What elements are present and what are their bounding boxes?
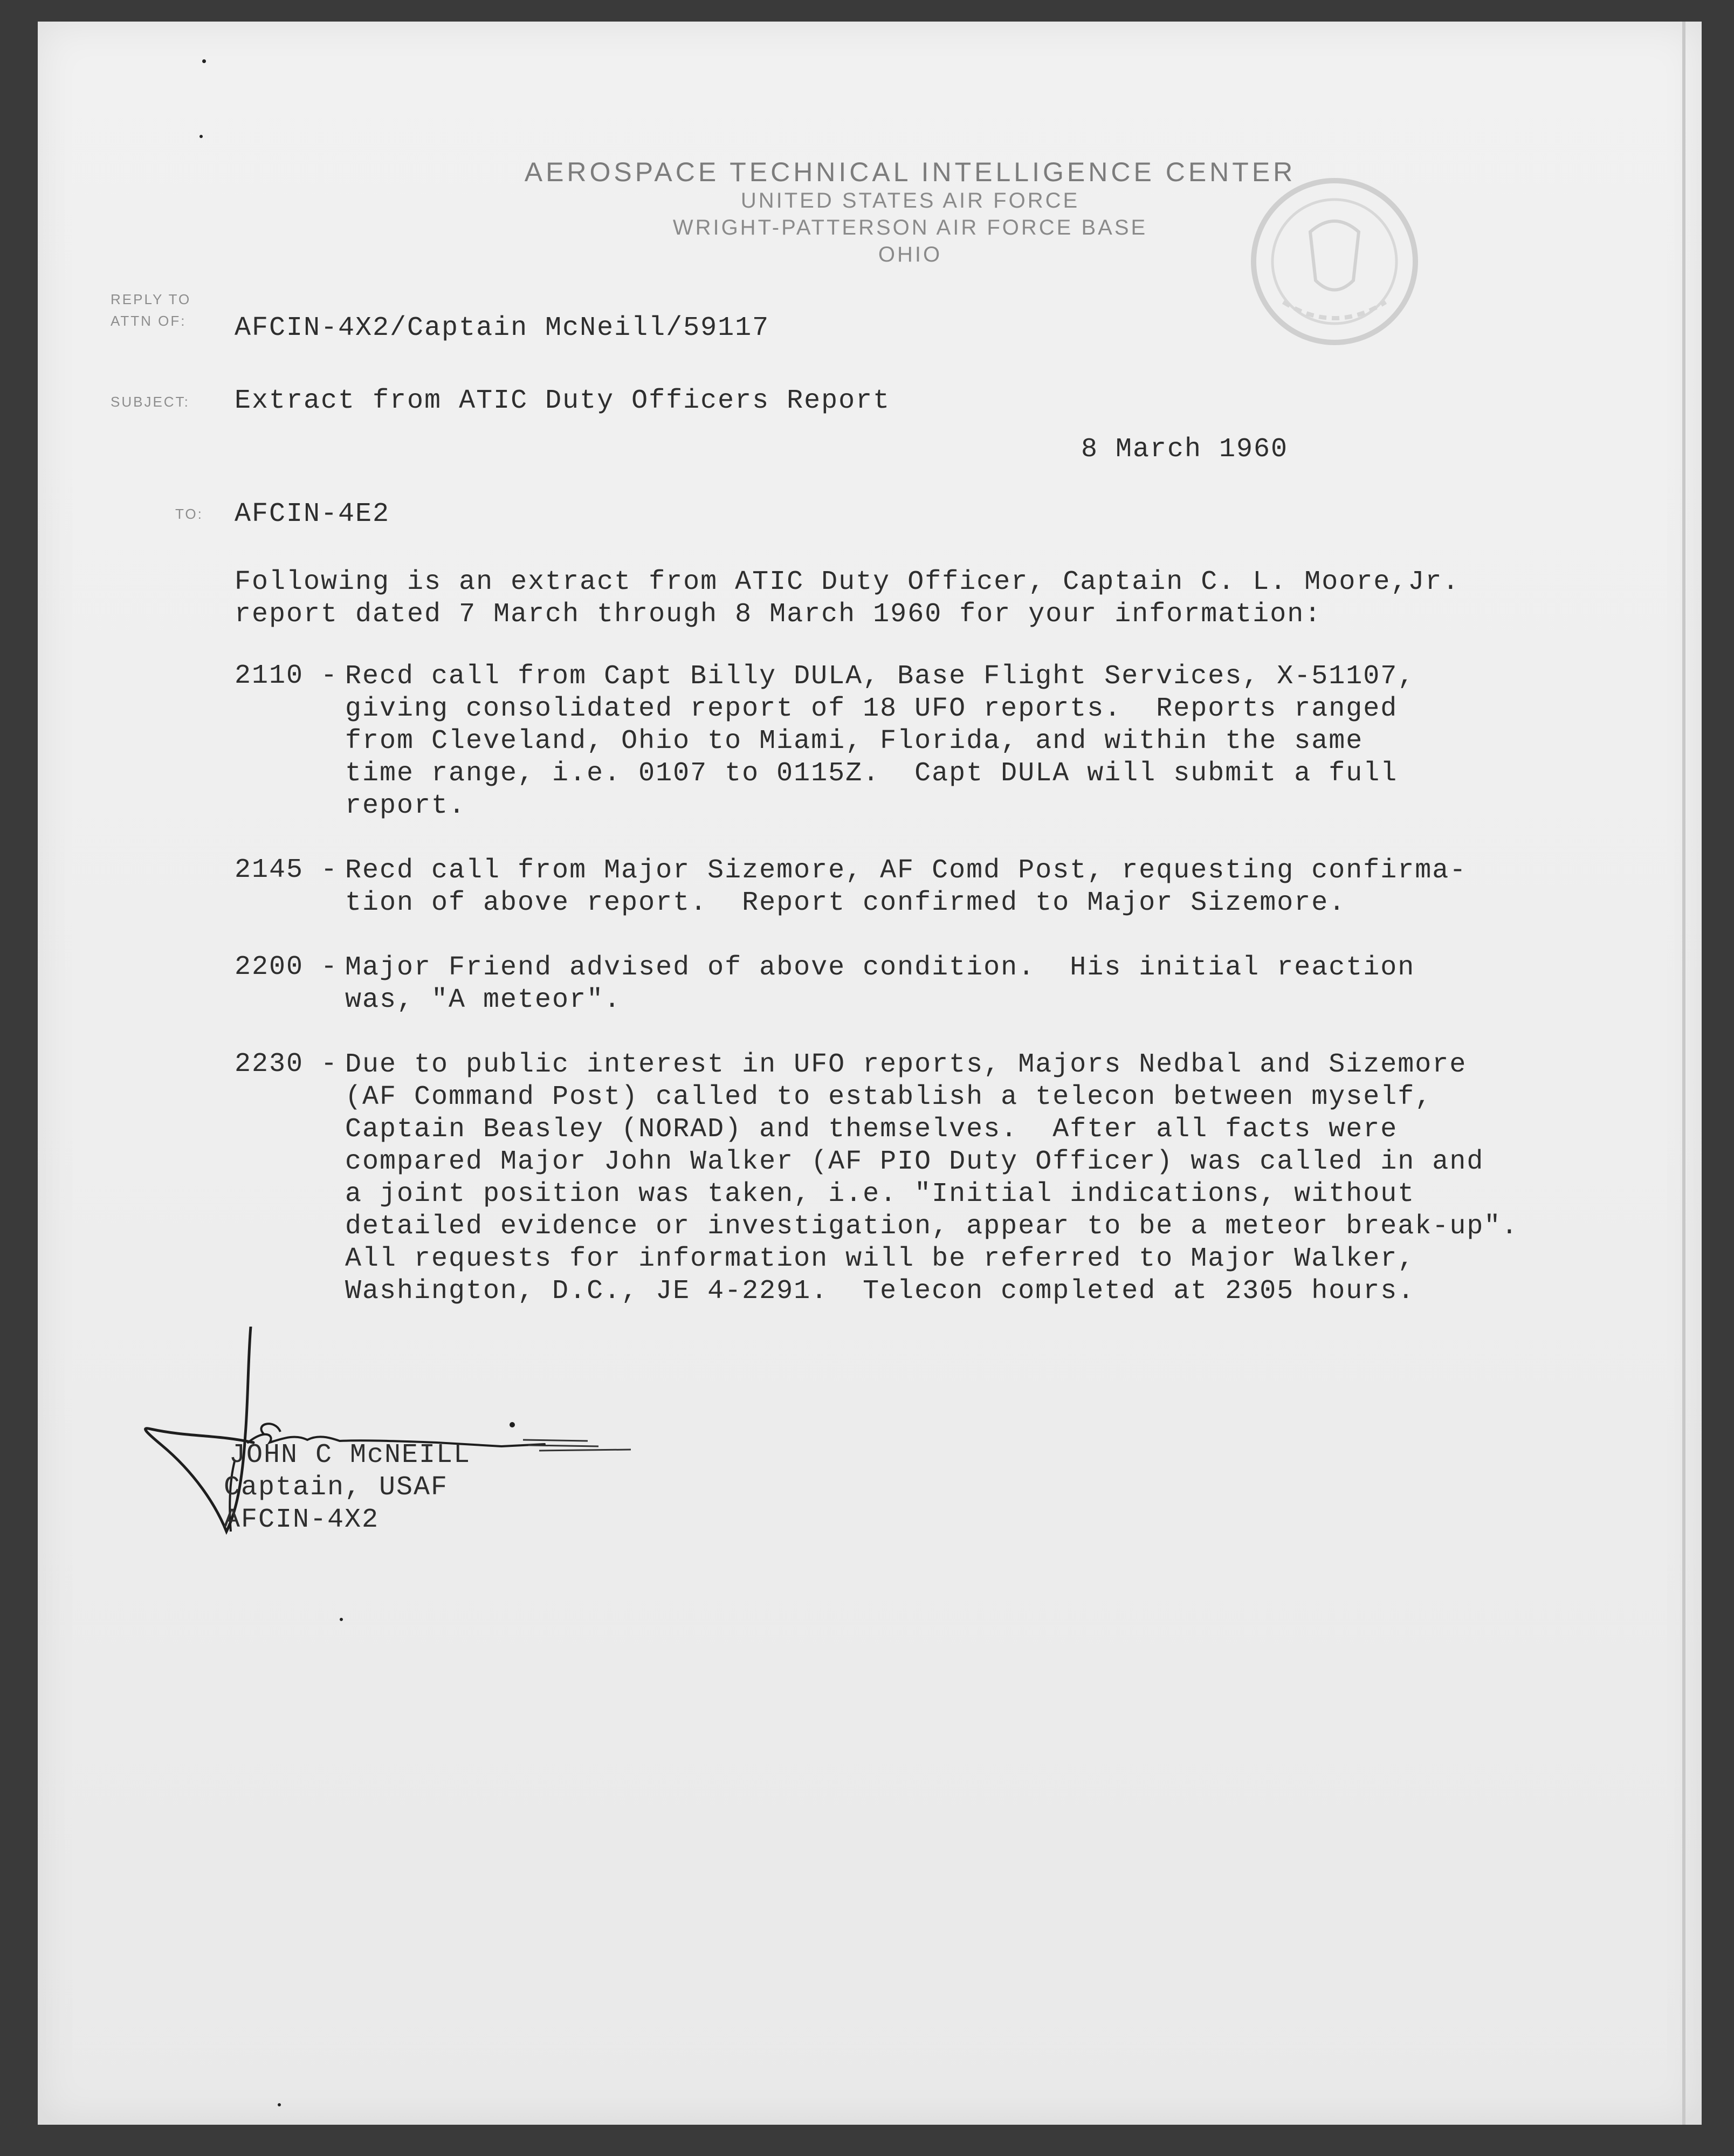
letterhead-state: OHIO: [878, 243, 942, 266]
reply-to-value: AFCIN-4X2/Captain McNeill/59117: [235, 313, 770, 344]
subject-label: SUBJECT:: [111, 394, 190, 410]
intro-paragraph: Following is an extract from ATIC Duty Officer, Captain C. L. Moore,Jr. report dated 7 March through 8 March 1960 for your information:: [235, 567, 1460, 630]
subject-value: Extract from ATIC Duty Officers Report: [235, 386, 891, 416]
letter-date: 8 March 1960: [1081, 434, 1289, 465]
log-entry-text: Major Friend advised of above condition. His initial reaction was, "A meteor".: [345, 952, 1415, 1015]
to-label: TO:: [175, 506, 203, 522]
signer-name: JOHN C McNEILL: [229, 1440, 471, 1471]
log-entry-time: 2145 -: [235, 855, 339, 885]
log-entry-time: 2110 -: [235, 661, 339, 691]
signer-rank: Captain, USAF: [224, 1472, 449, 1503]
sheet-edge: [1682, 22, 1685, 2125]
to-value: AFCIN-4E2: [235, 499, 390, 530]
embossed-seal-icon: [1246, 173, 1423, 351]
letterhead-organization: AEROSPACE TECHNICAL INTELLIGENCE CENTER: [524, 157, 1296, 187]
letterhead-service: UNITED STATES AIR FORCE: [740, 189, 1080, 212]
dust-speck: [278, 2103, 281, 2106]
dust-speck: [202, 59, 206, 63]
log-entry-time: 2200 -: [235, 952, 339, 983]
letter-sheet: [38, 22, 1702, 2125]
reply-to-label: REPLY TO: [111, 291, 191, 307]
signer-office: AFCIN-4X2: [224, 1505, 380, 1535]
log-entry-text: Recd call from Capt Billy DULA, Base Flight Services, X-51107, giving consolidated report of 18 UFO reports. Reports ranged from Cleveland, Ohio to Miami, Florida, and within the same time range, i.e. 0107 to 0115Z. Capt DULA will submit a full report.: [345, 661, 1415, 821]
log-entry-text: Due to public interest in UFO reports, Majors Nedbal and Sizemore (AF Command Post) called to establish a telecon between myself, Captain Beasley (NORAD) and themselves. After all facts were compared Major John Walker (AF PIO Duty Officer) was called in and a joint position was taken, i.e. "Initial indications, without detailed evidence or investigation, appear to be a meteor break-up". All requests for information will be referred to Major Walker, Washington, D.C., JE 4-2291. Telecon completed at 2305 hours.: [345, 1049, 1519, 1307]
attn-of-label: ATTN OF:: [111, 313, 187, 329]
log-entry-time: 2230 -: [235, 1049, 339, 1080]
letterhead-base: WRIGHT-PATTERSON AIR FORCE BASE: [672, 216, 1148, 239]
dust-speck: [199, 135, 203, 138]
log-entry-text: Recd call from Major Sizemore, AF Comd Post, requesting confirma- tion of above report. Report confirmed to Major Sizemore.: [345, 855, 1467, 918]
dust-speck: [340, 1618, 343, 1621]
